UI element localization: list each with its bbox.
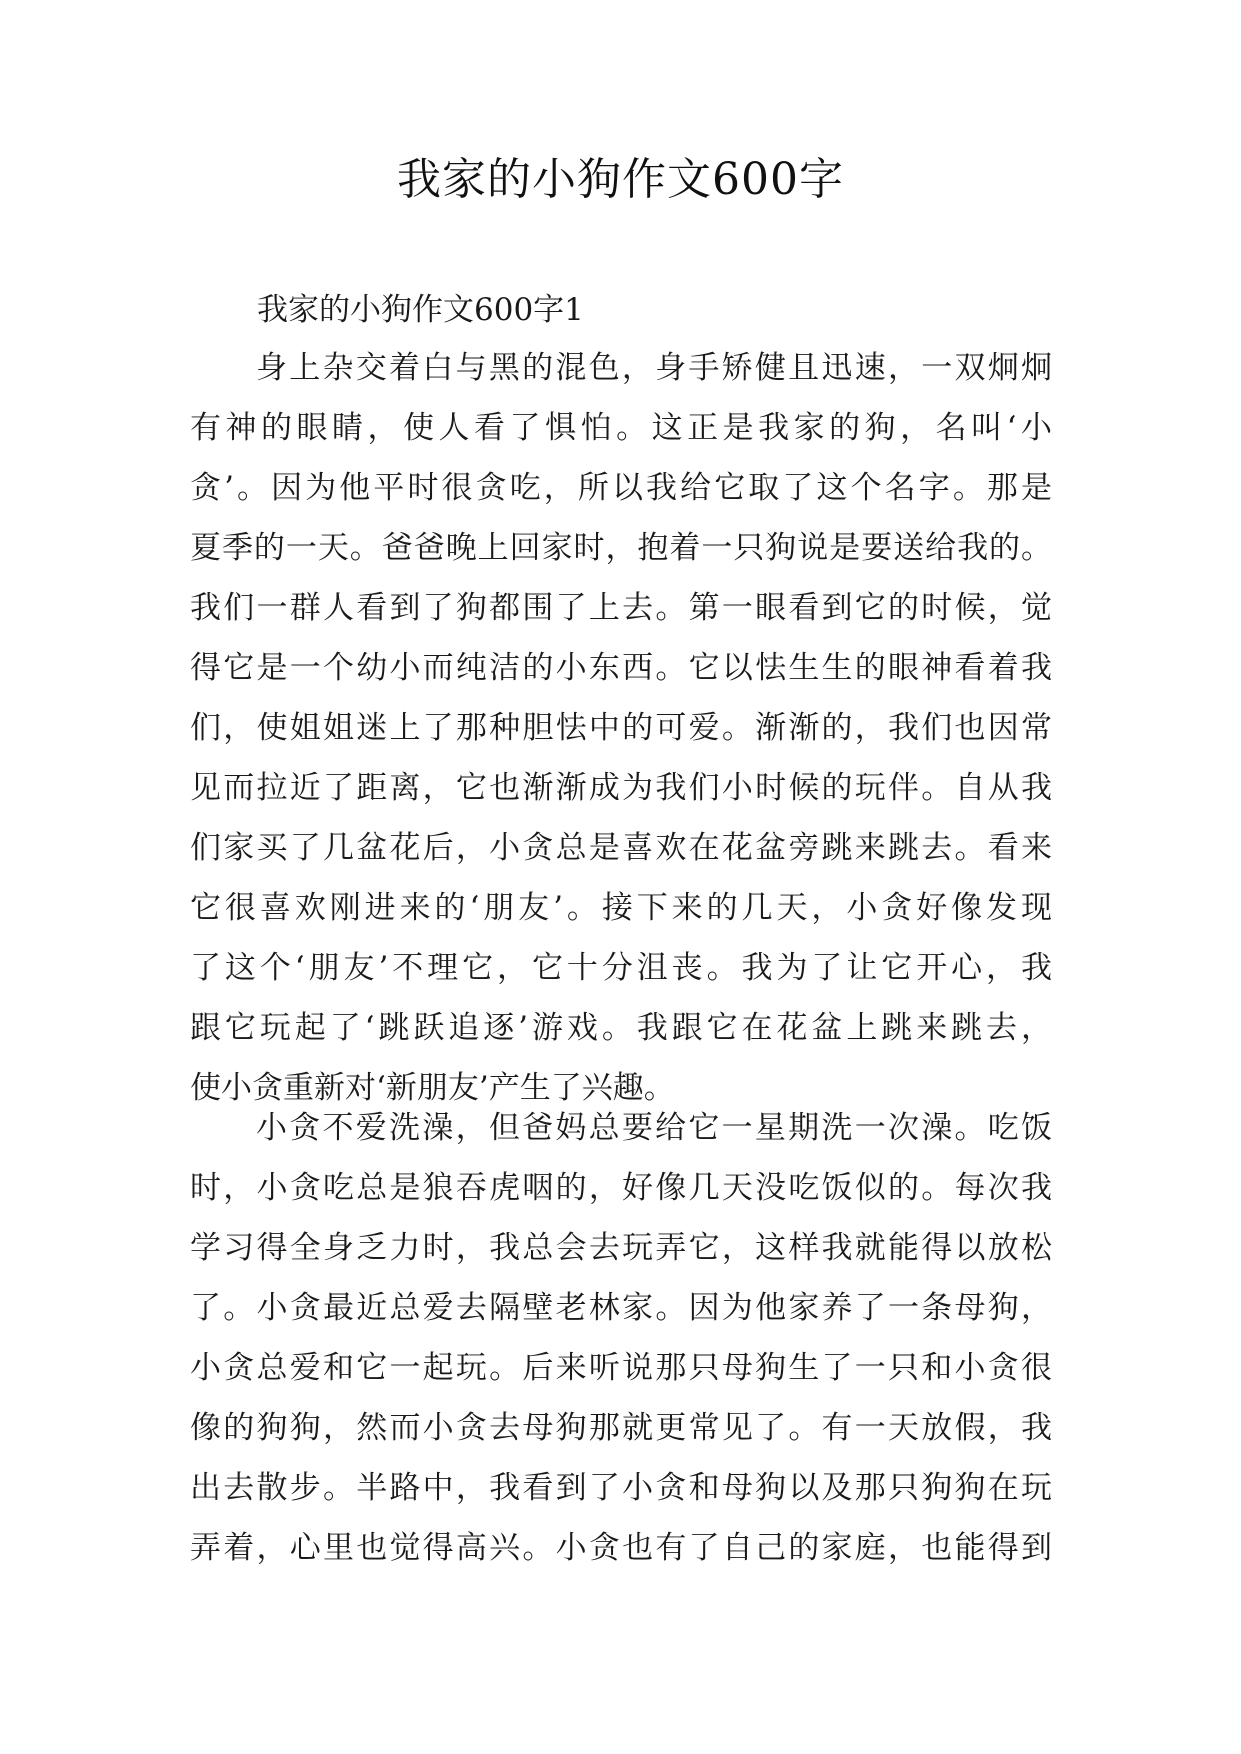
paragraph-line: 了这个‘朋友’不理它，它十分沮丧。我为了让它开心，我 xyxy=(190,950,1052,986)
paragraph-line: 们，使姐姐迷上了那种胆怯中的可爱。渐渐的，我们也因常 xyxy=(190,710,1052,746)
paragraph-line: 时，小贪吃总是狼吞虎咽的，好像几天没吃饭似的。每次我 xyxy=(190,1170,1052,1206)
paragraph-line: 们家买了几盆花后，小贪总是喜欢在花盆旁跳来跳去。看来 xyxy=(190,830,1052,866)
paragraph-line: 见而拉近了距离，它也渐渐成为我们小时候的玩伴。自从我 xyxy=(190,770,1052,806)
paragraph-line: 了。小贪最近总爱去隔壁老林家。因为他家养了一条母狗， xyxy=(190,1290,1052,1326)
paragraph-line: 得它是一个幼小而纯洁的小东西。它以怯生生的眼神看着我 xyxy=(190,650,1052,686)
paragraph-line: 使小贪重新对‘新朋友’产生了兴趣。 xyxy=(190,1070,675,1106)
paragraph-line: 身上杂交着白与黑的混色，身手矫健且迅速，一双炯炯 xyxy=(256,350,1052,386)
paragraph-1 xyxy=(190,338,1052,1118)
paragraph-line: 弄着，心里也觉得高兴。小贪也有了自己的家庭，也能得到 xyxy=(190,1530,1052,1566)
paragraph-line: 小贪不爱洗澡，但爸妈总要给它一星期洗一次澡。吃饭 xyxy=(256,1110,1052,1146)
paragraph-line: 出去散步。半路中，我看到了小贪和母狗以及那只狗狗在玩 xyxy=(190,1470,1052,1506)
paragraph-line: 夏季的一天。爸爸晚上回家时，抱着一只狗说是要送给我的。 xyxy=(190,530,1052,566)
paragraph-line: 学习得全身乏力时，我总会去玩弄它，这样我就能得以放松 xyxy=(190,1230,1052,1266)
paragraph-line: 它很喜欢刚进来的‘朋友’。接下来的几天，小贪好像发现 xyxy=(190,890,1052,926)
document-title: 我家的小狗作文600字 xyxy=(397,154,844,205)
paragraph-line: 跟它玩起了‘跳跃追逐’游戏。我跟它在花盆上跳来跳去， xyxy=(190,1010,1052,1046)
paragraph-line: 小贪总爱和它一起玩。后来听说那只母狗生了一只和小贪很 xyxy=(190,1350,1052,1386)
paragraph-line: 有神的眼睛，使人看了惧怕。这正是我家的狗，名叫‘小 xyxy=(190,410,1052,446)
section-heading: 我家的小狗作文600字1 xyxy=(257,292,584,328)
paragraph-line: 像的狗狗，然而小贪去母狗那就更常见了。有一天放假，我 xyxy=(190,1410,1052,1446)
paragraph-line: 贪’。因为他平时很贪吃，所以我给它取了这个名字。那是 xyxy=(190,470,1052,506)
paragraph-line: 我们一群人看到了狗都围了上去。第一眼看到它的时候，觉 xyxy=(190,590,1052,626)
paragraph-2 xyxy=(190,1098,1052,1578)
